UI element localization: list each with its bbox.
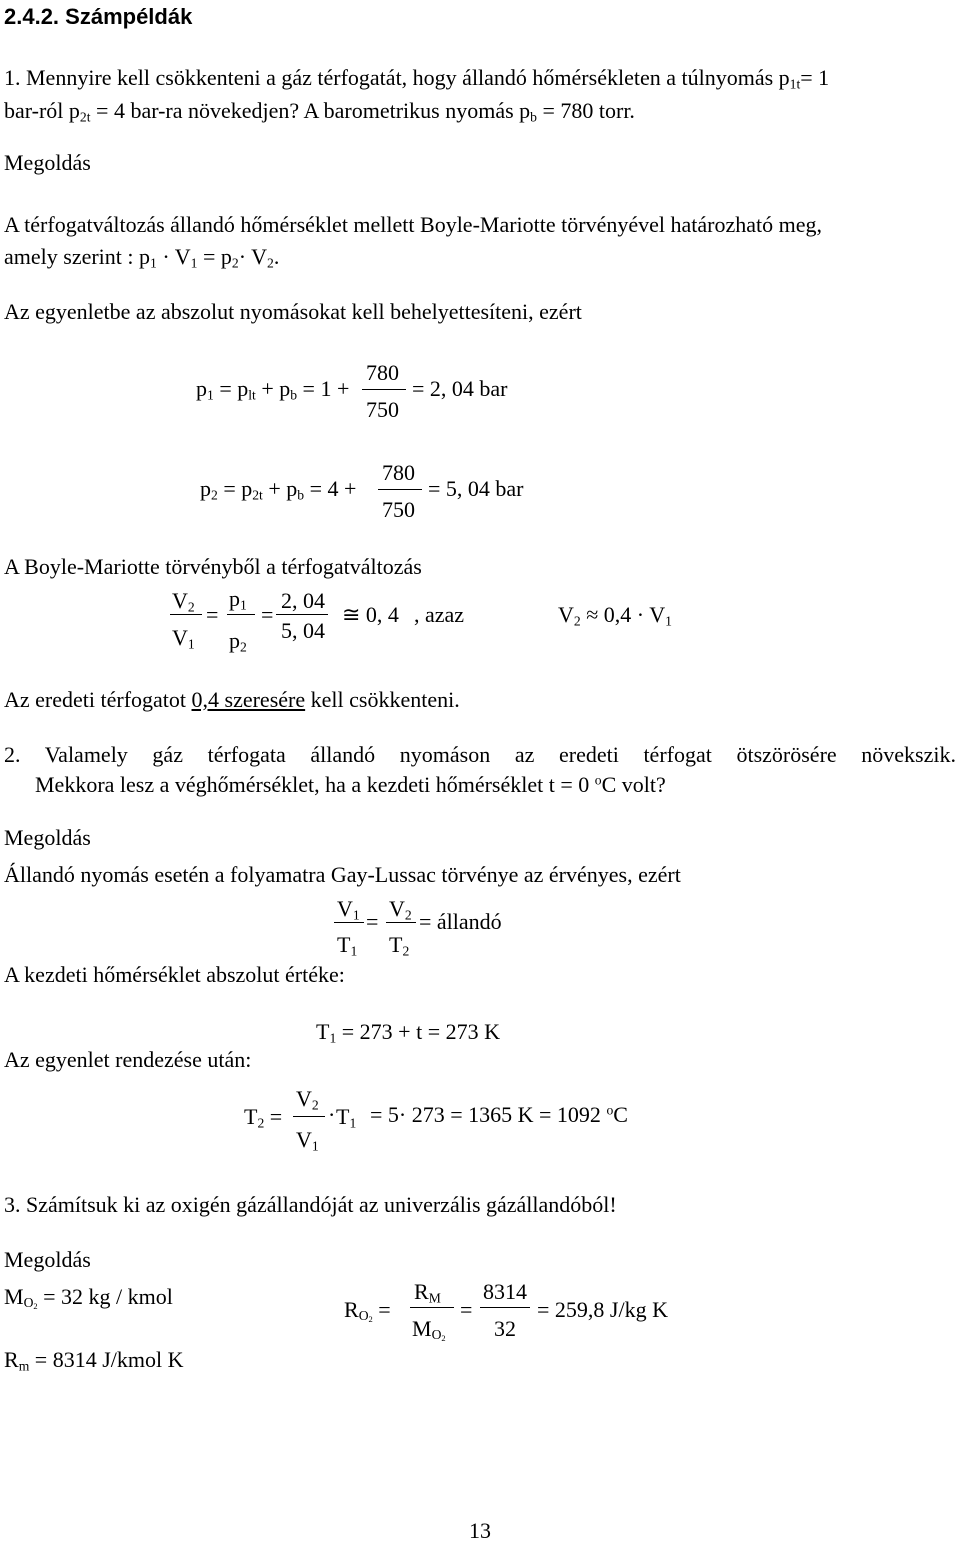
subscript: m xyxy=(18,1358,30,1374)
text: + p xyxy=(262,476,298,501)
text: V xyxy=(172,625,188,650)
subscript xyxy=(24,1295,38,1310)
subscript: 2 xyxy=(231,255,239,271)
subscript: 1 xyxy=(311,1138,319,1154)
subscript: 2t xyxy=(79,109,91,125)
equals-sign: = xyxy=(460,1297,473,1322)
fraction-line xyxy=(334,922,364,923)
text: T xyxy=(389,932,403,957)
t2-t1 xyxy=(336,1104,357,1131)
text: C xyxy=(613,1102,628,1127)
t2-numerator xyxy=(296,1086,319,1113)
subscript: 1 xyxy=(207,387,214,403)
equals-sign: = xyxy=(366,909,379,934)
subscript: lt xyxy=(248,387,256,403)
subscript xyxy=(359,1308,373,1323)
subscript: 2 xyxy=(33,1301,38,1312)
subscript: 2 xyxy=(311,1097,319,1113)
ratio-p2 xyxy=(229,628,247,655)
universal-gas-constant xyxy=(4,1347,184,1374)
subscript: 1 xyxy=(190,255,198,271)
t2-denominator xyxy=(296,1127,319,1154)
subscript xyxy=(432,1327,446,1342)
text: Mekkora lesz a véghőmérséklet, ha a kezdeti hőmérséklet t = 0 xyxy=(35,772,595,797)
ratio-v2 xyxy=(172,588,195,615)
fraction-line xyxy=(378,489,422,490)
subscript: 1 xyxy=(352,907,360,923)
fraction-line xyxy=(276,614,328,615)
subscript: 2 xyxy=(240,639,247,655)
text: · V xyxy=(238,244,268,269)
text: · V xyxy=(156,244,191,269)
ratio-denominator: 5, 04 xyxy=(281,618,325,643)
underlined-text: 0,4 szeresére xyxy=(191,687,306,712)
text: kell csökkenteni. xyxy=(305,687,460,712)
text: O xyxy=(358,1308,369,1324)
text: V xyxy=(558,602,574,627)
ratio-v1 xyxy=(172,625,195,652)
ro2-lhs xyxy=(344,1297,391,1325)
equation-p1-denominator: 750 xyxy=(366,397,399,422)
subscript: 2t xyxy=(252,487,263,503)
equals-sign: = xyxy=(261,602,274,627)
text: = 4 + xyxy=(304,476,357,501)
ro2-denominator-mo2 xyxy=(412,1316,446,1344)
text: p xyxy=(200,476,211,501)
subscript: 1 xyxy=(329,1030,337,1046)
gl-v2 xyxy=(389,896,412,923)
text: V xyxy=(172,588,188,613)
subscript: 2 xyxy=(187,599,195,615)
fraction-line xyxy=(480,1307,530,1308)
problem-1-text: 1. Mennyire kell csökkenteni a gáz térfogatát, hogy állandó hőmérsékleten a túlnyomás p xyxy=(4,65,790,90)
superscript: o xyxy=(594,772,602,788)
text: = 273 + t = 273 K xyxy=(336,1019,500,1044)
text: V xyxy=(389,896,405,921)
equation-p2-result: = 5, 04 bar xyxy=(428,476,524,501)
text: = 1 + xyxy=(297,376,350,401)
equals-sign: = xyxy=(206,602,219,627)
subscript: 2 xyxy=(267,255,274,271)
text: p xyxy=(229,586,240,611)
ratio-p1 xyxy=(229,586,247,613)
subscript: 1 xyxy=(187,636,195,652)
boyle-text: A Boyle-Mariotte törvényből a térfogatváltozás xyxy=(4,554,422,579)
problem-1-line-2 xyxy=(4,98,635,125)
subscript: 2 xyxy=(257,1115,265,1131)
text: = p xyxy=(197,244,232,269)
equation-p2-numerator: 780 xyxy=(382,460,415,485)
solution-label-3: Megoldás xyxy=(4,1247,91,1272)
text: C volt? xyxy=(601,772,666,797)
text: T xyxy=(336,1104,350,1129)
text: O xyxy=(431,1327,442,1343)
equation-p1-numerator: 780 xyxy=(366,360,399,385)
molar-mass-oxygen xyxy=(4,1284,173,1312)
superscript: o xyxy=(606,1102,614,1118)
subscript: 1 xyxy=(350,943,358,959)
t2-lhs xyxy=(244,1104,283,1131)
text: Az eredeti térfogatot xyxy=(4,687,192,712)
solution-2-intro: Állandó nyomás esetén a folyamatra Gay-Lussac törvénye az érvényes, ezért xyxy=(4,862,681,887)
equation-p2-lhs xyxy=(200,476,357,503)
ratio-final xyxy=(558,602,672,629)
problem-2-line-1: 2. Valamely gáz térfogata állandó nyomáson az eredeti térfogat ötszörösére növekszik. xyxy=(4,742,956,767)
text: + p xyxy=(255,376,291,401)
fraction-line xyxy=(170,614,202,615)
ratio-numerator: 2, 04 xyxy=(281,588,325,613)
problem-3-line-1: 3. Számítsuk ki az oxigén gázállandóját az univerzális gázállandóból! xyxy=(4,1192,617,1217)
problem-1-text: = 4 bar-ra növekedjen? A barometrikus nyomás p xyxy=(90,98,531,123)
fraction-line xyxy=(227,614,255,615)
problem-1-text: = 1 xyxy=(800,65,830,90)
text: = 8314 J/kmol K xyxy=(29,1347,184,1372)
initial-temperature-text: A kezdeti hőmérséklet abszolut értéke: xyxy=(4,962,345,987)
absolute-pressure-text: Az egyenletbe az abszolut nyomásokat kell behelyettesíteni, ezért xyxy=(4,299,582,324)
azaz-text: , azaz xyxy=(414,602,465,627)
subscript: 2 xyxy=(211,487,218,503)
subscript: 1 xyxy=(150,255,157,271)
solution-label-2: Megoldás xyxy=(4,825,91,850)
equation-p2-denominator: 750 xyxy=(382,497,415,522)
subscript: b xyxy=(530,109,537,125)
subscript: 1t xyxy=(789,76,801,92)
text: R xyxy=(344,1297,359,1322)
t1-equation xyxy=(316,1019,500,1046)
solution-label-1: Megoldás xyxy=(4,150,91,175)
text: T xyxy=(316,1019,330,1044)
equation-p1-lhs xyxy=(196,376,350,403)
ratio-approx: ≅ 0, 4 xyxy=(342,602,399,627)
subscript: 2 xyxy=(441,1333,446,1344)
subscript: 2 xyxy=(368,1314,373,1325)
page-number: 13 xyxy=(469,1518,491,1543)
problem-1-text: = 780 torr. xyxy=(536,98,635,123)
rearrange-text: Az egyenlet rendezése után: xyxy=(4,1047,252,1072)
text: V xyxy=(296,1127,312,1152)
text: = xyxy=(264,1104,283,1129)
gl-t2 xyxy=(389,932,410,959)
text: M xyxy=(4,1284,24,1309)
conclusion-1 xyxy=(4,689,460,711)
ro2-numerator-rm xyxy=(414,1279,441,1306)
equation-p1-result: = 2, 04 bar xyxy=(412,376,508,401)
gl-t1 xyxy=(337,932,358,959)
text: V xyxy=(296,1086,312,1111)
section-title: 2.4.2. Számpéldák xyxy=(4,4,193,29)
subscript: 2 xyxy=(404,907,412,923)
solution-1-intro-2 xyxy=(4,244,280,271)
ro2-numerator-value: 8314 xyxy=(483,1279,527,1304)
subscript: b xyxy=(297,487,305,503)
text: = 32 kg / kmol xyxy=(37,1284,173,1309)
text: R xyxy=(414,1279,429,1304)
t2-result xyxy=(370,1104,628,1126)
subscript: M xyxy=(428,1290,441,1306)
text: . xyxy=(273,244,280,269)
gl-result: = állandó xyxy=(419,909,502,934)
fraction-line xyxy=(362,389,406,390)
subscript: 2 xyxy=(402,943,410,959)
subscript: 1 xyxy=(240,597,247,613)
text: p xyxy=(229,628,240,653)
fraction-line xyxy=(293,1116,325,1117)
text: T xyxy=(244,1104,258,1129)
text: O xyxy=(23,1295,34,1311)
gl-v1 xyxy=(337,896,360,923)
problem-1-text: bar-ról p xyxy=(4,98,80,123)
text: = xyxy=(372,1297,391,1322)
ro2-denominator-value: 32 xyxy=(494,1316,516,1341)
text: = 5· 273 = 1365 K = 1092 xyxy=(370,1102,607,1127)
solution-1-intro-1: A térfogatváltozás állandó hőmérséklet mellett Boyle-Mariotte törvényével határozható meg, xyxy=(4,212,822,237)
text: p xyxy=(196,376,207,401)
problem-1-line-1 xyxy=(4,65,830,92)
text: R xyxy=(4,1347,19,1372)
text: = p xyxy=(217,476,253,501)
text: = p xyxy=(213,376,249,401)
subscript: b xyxy=(290,387,298,403)
text: V xyxy=(337,896,353,921)
subscript: 2 xyxy=(573,613,581,629)
subscript: 1 xyxy=(349,1115,357,1131)
dot-operator: · xyxy=(328,1102,336,1127)
problem-2-line-2 xyxy=(35,774,666,796)
fraction-line xyxy=(410,1307,454,1308)
text: ≈ 0,4 · V xyxy=(580,602,666,627)
text: M xyxy=(412,1316,432,1341)
ro2-result: = 259,8 J/kg K xyxy=(537,1297,668,1322)
text: T xyxy=(337,932,351,957)
text: amely szerint : p xyxy=(4,244,151,269)
subscript: 1 xyxy=(665,613,672,629)
fraction-line xyxy=(386,922,416,923)
